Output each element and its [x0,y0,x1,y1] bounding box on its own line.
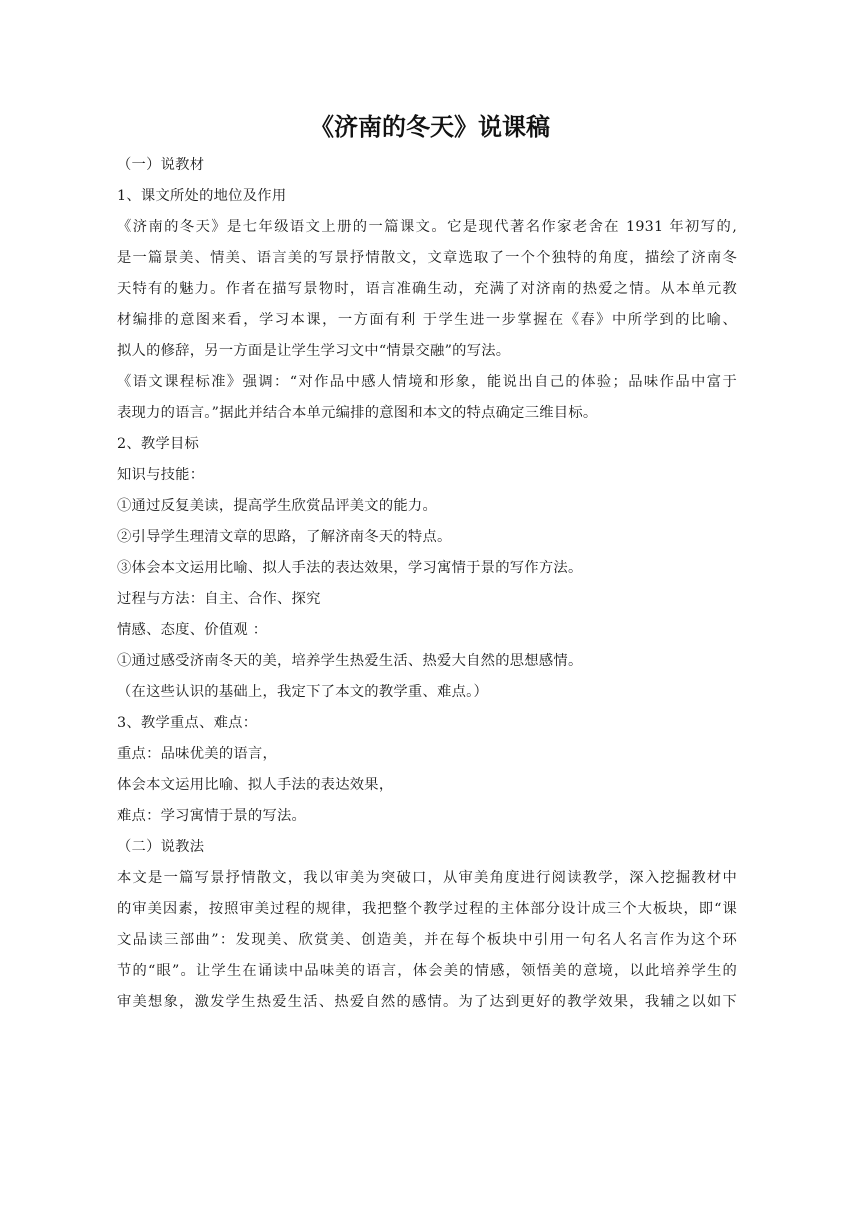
list-label: 情感、态度、价值观 ： [117,622,268,638]
paragraph-line: 《语文课程标准》强调：“对作品中感人情境和形象，能说出自己的体验；品味作品中富于 [117,374,737,390]
paragraph-line: 《济南的冬天》是七年级语文上册的一篇课文。它是现代著名作家老舍在 1931 年初写的, [117,219,737,235]
list-item: ②引导学生理清文章的思路，了解济南冬天的特点。 [117,529,452,545]
paragraph-line: 本文是一篇写景抒情散文，我以审美为突破口，从审美角度进行阅读教学，深入挖掘教材中 [117,870,737,886]
section-heading-textbook: （一）说教材 [117,157,205,173]
paragraph-line: 是一篇景美、情美、语言美的写景抒情散文，文章选取了一个个独特的角度，描绘了济南冬 [117,250,737,266]
subheading-teaching-goals: 2、教学目标 [117,436,200,452]
page-title: 《济南的冬天》说课稿 [310,113,550,141]
subheading-key-points: 3、教学重点、难点： [117,715,258,731]
list-label: 知识与技能： [117,467,205,483]
subheading-position-role: 1、课文所处的地位及作用 [117,188,287,204]
paragraph-line: 的审美因素，按照审美过程的规律，我把整个教学过程的主体部分设计成三个大板块，即“课 [117,901,737,917]
paragraph-line: 材编排的意图来看，学习本课，一方面有利 于学生进一步掌握在《春》中所学到的比喻、 [117,312,737,328]
list-label: 过程与方法：自主、合作、探究 [117,591,321,607]
list-item: 难点：学习寓情于景的写法。 [117,808,307,824]
paragraph-line: 拟人的修辞，另一方面是让学生学习文中“情景交融”的写法。 [117,343,511,359]
paragraph-line: 文品读三部曲”：发现美、欣赏美、创造美，并在每个板块中引用一句名人名言作为这个环 [117,932,737,948]
note-line: （在这些认识的基础上，我定下了本文的教学重、难点。） [117,684,489,700]
document-body [117,150,737,1018]
list-item: 体会本文运用比喻、拟人手法的表达效果， [117,777,394,793]
list-item: ①通过反复美读，提高学生欣赏品评美文的能力。 [117,498,438,514]
paragraph-line: 表现力的语言。”据此并结合本单元编排的意图和本文的特点确定三维目标。 [117,405,598,421]
paragraph-line: 审美想象，激发学生热爱生活、热爱自然的感情。为了达到更好的教学效果，我辅之以如下 [117,994,737,1010]
paragraph-line: 天特有的魅力。作者在描写景物时，语言准确生动，充满了对济南的热爱之情。从本单元教 [117,281,737,297]
list-item: 重点：品味优美的语言， [117,746,278,762]
list-item: ③体会本文运用比喻、拟人手法的表达效果，学习寓情于景的写作方法。 [117,560,583,576]
section-heading-methods: （二）说教法 [117,839,205,855]
paragraph-line: 节的“眼”。让学生在诵读中品味美的语言，体会美的情感，领悟美的意境，以此培养学生的 [117,963,737,979]
list-item: ①通过感受济南冬天的美，培养学生热爱生活、热爱大自然的思想感情。 [117,653,583,669]
